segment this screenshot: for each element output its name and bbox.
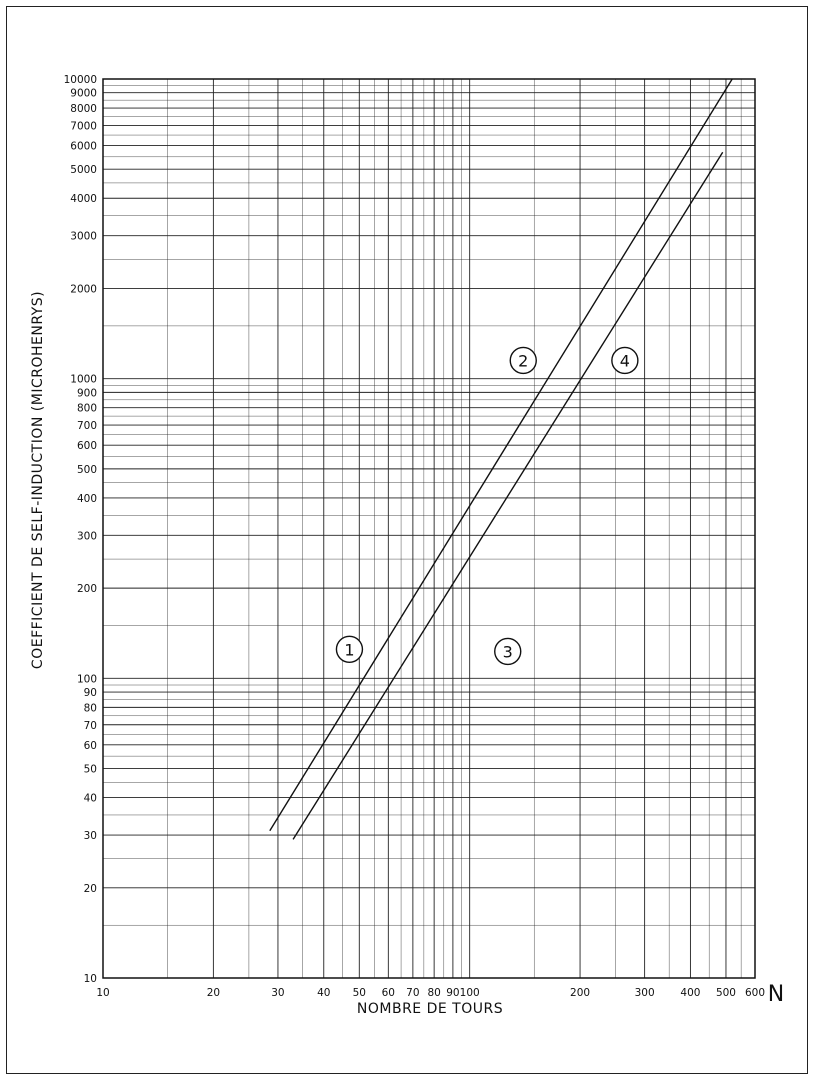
series-marker-3 <box>495 638 521 664</box>
marker-label: 1 <box>344 640 355 660</box>
y-tick-label: 10 <box>83 973 97 985</box>
series-marker-2 <box>510 347 536 373</box>
y-tick-label: 30 <box>83 830 97 843</box>
chart-grid <box>103 79 755 978</box>
y-tick-label: 500 <box>76 463 97 476</box>
y-tick-label: 6000 <box>70 140 97 153</box>
y-tick-label: 9000 <box>70 87 97 100</box>
series-line-2 <box>293 152 723 839</box>
x-tick-label: 500 <box>715 987 736 999</box>
y-tick-labels <box>64 74 97 985</box>
x-tick-label: 100 <box>459 987 480 999</box>
y-tick-label: 90 <box>83 687 97 700</box>
y-tick-label: 1000 <box>70 373 97 386</box>
y-tick-label: 4000 <box>70 193 97 206</box>
y-tick-label: 40 <box>83 792 97 805</box>
y-tick-label: 800 <box>76 402 97 415</box>
y-tick-label: 600 <box>76 440 97 453</box>
x-tick-label: 40 <box>317 987 331 999</box>
x-tick-labels <box>96 987 765 999</box>
y-tick-label: 7000 <box>70 120 97 133</box>
x-tick-label: 10 <box>96 987 110 999</box>
marker-label: 3 <box>502 642 513 662</box>
y-tick-label: 8000 <box>70 103 97 116</box>
x-tick-label: 600 <box>744 987 766 999</box>
x-tick-label: 90 <box>446 987 460 999</box>
marker-label: 4 <box>619 351 630 371</box>
x-tick-label: 70 <box>406 987 420 999</box>
x-tick-label: 80 <box>427 987 441 999</box>
y-tick-label: 900 <box>76 387 97 400</box>
x-tick-label: 50 <box>352 987 366 999</box>
x-tick-label: 400 <box>680 987 701 999</box>
y-tick-label: 20 <box>83 882 97 895</box>
x-axis-label: NOMBRE DE TOURS <box>356 1001 504 1017</box>
series-markers <box>336 347 637 664</box>
x-tick-label: 20 <box>206 987 221 999</box>
y-tick-label: 200 <box>76 583 97 596</box>
y-tick-label: 50 <box>83 763 97 776</box>
y-tick-label: 300 <box>76 530 97 543</box>
y-tick-label: 70 <box>83 719 97 732</box>
y-tick-label: 80 <box>83 702 97 715</box>
x-tick-label: 60 <box>381 987 396 999</box>
series-marker-1 <box>336 636 362 662</box>
y-tick-label: 400 <box>76 492 97 505</box>
chart-series <box>270 79 732 839</box>
x-tick-label: 200 <box>570 987 591 999</box>
x-tick-label: 30 <box>271 987 285 999</box>
y-tick-label: 700 <box>76 420 97 433</box>
y-tick-label: 5000 <box>70 164 97 177</box>
marker-label: 2 <box>518 351 529 371</box>
y-tick-label: 100 <box>76 673 97 686</box>
x-axis-symbol: N <box>767 982 785 1007</box>
x-tick-label: 300 <box>634 987 655 999</box>
plot-frame <box>103 79 755 978</box>
y-tick-label: 2000 <box>70 283 97 296</box>
y-tick-label: 3000 <box>70 230 97 243</box>
series-line-1 <box>270 79 732 831</box>
y-tick-label: 60 <box>83 739 97 752</box>
series-marker-4 <box>612 347 638 373</box>
y-axis-label: COEFFICIENT DE SELF-INDUCTION (MICROHENRYS) <box>30 290 46 670</box>
y-tick-label: 10000 <box>63 74 97 86</box>
